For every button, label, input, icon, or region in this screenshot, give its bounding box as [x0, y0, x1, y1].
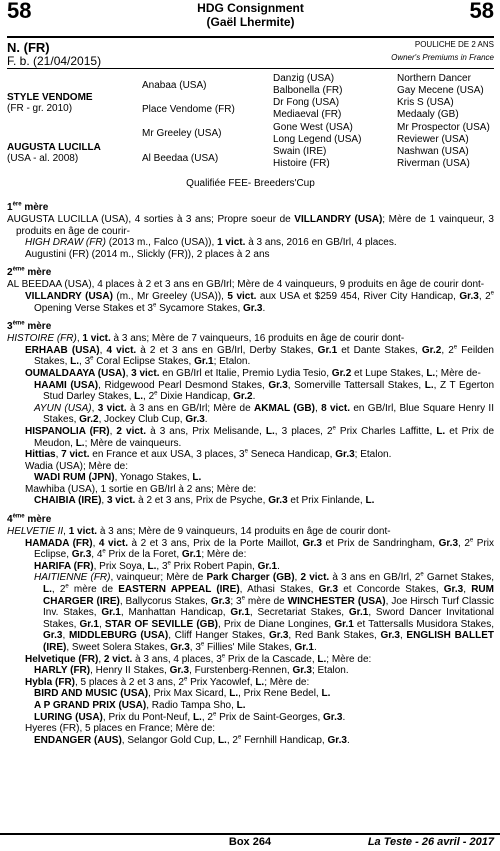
produce-line: HARIFA (FR), Prix Soya, L., 3e Prix Robert Papin, Gr.1.	[34, 560, 280, 572]
produce-line: Hittias, 7 vict. en France et aux USA, 3 places, 3e Seneca Handicap, Gr.3; Etalon.	[25, 448, 392, 461]
produce-line: HIGH DRAW (FR) (2013 m., Falco (USA)), 1 vict. à 3 ans, 2016 en GB/Irl, 4 places.	[25, 237, 397, 249]
fourth-dam-title: 4ème mère	[7, 513, 52, 526]
pedigree-table	[7, 69, 494, 173]
pedigree-g4: Nashwan (USA)	[397, 146, 469, 157]
produce-line: HISPANOLIA (FR), 2 vict. à 3 ans, Prix Melisande, L., 3 places, 2e Prix Charles Laffitte, L. et Prix de Meudon, L.; Mère de vainqueurs.	[25, 425, 495, 449]
pedigree-g4: Medaaly (GB)	[397, 109, 459, 120]
second-dam-section	[7, 267, 494, 314]
pedigree-g3: Histoire (FR)	[273, 158, 330, 169]
first-dam-title: 1ère mère	[7, 201, 49, 213]
produce-line: Wadia (USA); Mère de:	[25, 460, 128, 472]
produce-line: ENDANGER (AUS), Selangor Gold Cup, L., 2e Fernhill Handicap, Gr.3.	[34, 734, 350, 746]
page-footer	[0, 833, 500, 851]
pedigree-g4: Reviewer (USA)	[397, 134, 469, 145]
produce-line: HARLY (FR), Henry II Stakes, Gr.3, Furstenberg-Rennen, Gr.3; Etalon.	[34, 665, 349, 677]
second-dam-title: 2ème mère	[7, 267, 52, 279]
produce-line: Hybla (FR), 5 places à 2 et 3 ans, 2e Prix Yacowlef, L.; Mère de:	[25, 676, 310, 688]
fourth-dam-section	[7, 514, 494, 746]
horse-name: N. (FR)	[7, 40, 50, 55]
box-number: Box 264	[228, 836, 272, 848]
lot-number-left: 58	[7, 0, 32, 23]
produce-line: HAMADA (FR), 4 vict. à 2 et 3 ans, Prix de la Porte Maillot, Gr.3 et Prix de Sandringham, Gr.3, 2e Prix Eclipse, Gr.3, 4e Prix de la Foret, Gr.1; Mère de:	[25, 537, 495, 561]
produce-line: LURING (USA), Prix du Pont-Neuf, L., 2e Prix de Saint-Georges, Gr.3.	[34, 711, 346, 723]
produce-line: Augustini (FR) (2014 m., Slickly (FR)), 2 places à 2 ans	[25, 248, 270, 260]
dam-info: (USA - al. 2008)	[7, 153, 79, 164]
produce-line: HAAMI (USA), Ridgewood Pearl Desmond Stakes, Gr.3, Somerville Tattersall Stakes, L., Z T Egerton Stud Darley Stakes, L., 2e Dixie Handicap, Gr.2.	[34, 379, 495, 403]
pedigree-g2: Mr Greeley (USA)	[142, 128, 222, 139]
pedigree-g4: Northern Dancer	[397, 73, 471, 84]
produce-line: OUMALDAAYA (USA), 3 vict. en GB/Irl et Italie, Premio Lydia Tesio, Gr.2 et Lupe Stakes, L.; Mère de-	[25, 367, 481, 379]
produce-line: Hyeres (FR), 5 places en France; Mère de:	[25, 723, 216, 735]
dam-name: AUGUSTA LUCILLA	[7, 142, 101, 153]
pedigree-g3: Swain (IRE)	[273, 146, 327, 157]
pedigree-g3: Gone West (USA)	[273, 122, 353, 133]
produce-line: Mawhiba (USA), 1 sortie en GB/Irl à 2 ans; Mère de:	[25, 483, 257, 495]
produce-line: BIRD AND MUSIC (USA), Prix Max Sicard, L., Prix Rene Bedel, L.	[34, 688, 331, 700]
produce-line: Helvetique (FR), 2 vict. à 3 ans, 4 places, 3e Prix de la Cascade, L.; Mère de:	[25, 653, 372, 665]
consignor-agent: (Gaël Lhermite)	[206, 15, 295, 29]
dam-paragraph: AL BEEDAA (USA), 4 places à 2 et 3 ans en GB/Irl; Mère de 4 vainqueurs, 9 produits en âge de courir dont-	[7, 279, 485, 291]
sale-info: La Teste - 26 avril - 2017	[367, 836, 494, 848]
produce-line: A P GRAND PRIX (USA), Radio Tampa Sho, L.	[34, 699, 246, 711]
third-dam-section	[7, 321, 494, 507]
pedigree-g3: Balbonella (FR)	[273, 85, 343, 96]
pedigree-g4: Kris S (USA)	[397, 97, 454, 108]
pedigree-g2: Anabaa (USA)	[142, 80, 207, 91]
horse-id-block	[7, 38, 494, 68]
pedigree-g4: Mr Prospector (USA)	[397, 122, 490, 133]
consignor-name: HDG Consignment	[197, 1, 304, 15]
pedigree-g3: Mediaeval (FR)	[273, 109, 342, 120]
pedigree-g3: Danzig (USA)	[273, 73, 335, 84]
pedigree-g2: Place Vendome (FR)	[142, 104, 235, 115]
qualification-note: Qualifiée FEE- Breeders'Cup	[186, 178, 315, 189]
dam-paragraph: HISTOIRE (FR), 1 vict. à 3 ans; Mère de 7 vainqueurs, 16 produits en âge de courir dont-	[7, 333, 405, 345]
first-dam-section	[7, 202, 494, 260]
dam-paragraph: HELVETIE II, 1 vict. à 3 ans; Mère de 9 vainqueurs, 14 produits en âge de courir dont-	[7, 526, 391, 538]
lot-header	[7, 0, 494, 36]
produce-line: ERHAAB (USA), 4 vict. à 2 et 3 ans en GB/Irl, Derby Stakes, Gr.1 et Dante Stakes, Gr.2, 2e Feilden Stakes, L., 3e Coral Eclipse Stakes, Gr.1; Etalon.	[25, 344, 494, 368]
pedigree-g3: Long Legend (USA)	[273, 134, 362, 145]
produce-line: AYUN (USA), 3 vict. à 3 ans en GB/Irl; Mère de AKMAL (GB), 8 vict. en GB/Irl, Blue Square Henry II Stakes, Gr.2, Jockey Club Cup, Gr.3.	[34, 402, 494, 426]
pedigree-g3: Dr Fong (USA)	[273, 97, 340, 108]
produce-line: CHAIBIA (IRE), 3 vict. à 2 et 3 ans, Prix de Psyche, Gr.3 et Prix Finlande, L.	[34, 495, 375, 507]
consignor-block	[7, 1, 494, 29]
produce-line: WADI RUM (JPN), Yonago Stakes, L.	[34, 472, 202, 484]
dam-paragraph: AUGUSTA LUCILLA (USA), 4 sorties à 3 ans; Propre soeur de VILLANDRY (USA); Mère de 1 vainqueur, 3 produits en âge de courir-	[7, 214, 494, 237]
sire-info: (FR - gr. 2010)	[7, 103, 73, 114]
produce-line: HAITIENNE (FR), vainqueur; Mère de Park Charger (GB), 2 vict. à 3 ans en GB/Irl, 2e Garnet Stakes, L., 2e mère de EASTERN APPEAL (IRE), Athasi Stakes, Gr.3 et Concorde Stakes, Gr.3, RUM CHARGER (IRE), Ballycorus Stakes, Gr.3; 3e mère de WINCHESTER (USA), Joe Hirsch Turf Classic Inv. Stakes, Gr.1, Manhattan Handicap, Gr.1, Secretariat Stakes, Gr.1, Sword Dancer Invitational Stakes, Gr.1, STAR OF SEVILLE (GB), Prix de Diane Longines, Gr.1 et Tattersalls Musidora Stakes, Gr.3, MIDDLEBURG (USA), Cliff Hanger Stakes, Gr.3, Red Bank Stakes, Gr.3, ENGLISH BALLET (IRE), Sweet Solera Stakes, Gr.3, 3e Fillies' Mile Stakes, Gr.1.	[34, 572, 495, 653]
horse-birth: F. b. (21/04/2015)	[7, 54, 102, 68]
pedigree-g4: Riverman (USA)	[397, 158, 470, 169]
pedigree-g4: Gay Mecene (USA)	[397, 85, 484, 96]
sire-name: STYLE VENDOME	[7, 92, 93, 103]
lot-number-right: 58	[469, 0, 494, 23]
pedigree-g2: Al Beedaa (USA)	[142, 153, 219, 164]
produce-line: VILLANDRY (USA) (m., Mr Greeley (USA)), 5 vict. aux USA et $259 454, River City Handicap, Gr.3, 2e Opening Verse Stakes et 3e Sycamore Stakes, Gr.3.	[25, 290, 494, 314]
third-dam-title: 3ème mère	[7, 320, 52, 333]
horse-sex-age: POULICHE DE 2 ANS	[414, 40, 494, 49]
horse-premiums: Owner's Premiums in France	[391, 53, 494, 62]
